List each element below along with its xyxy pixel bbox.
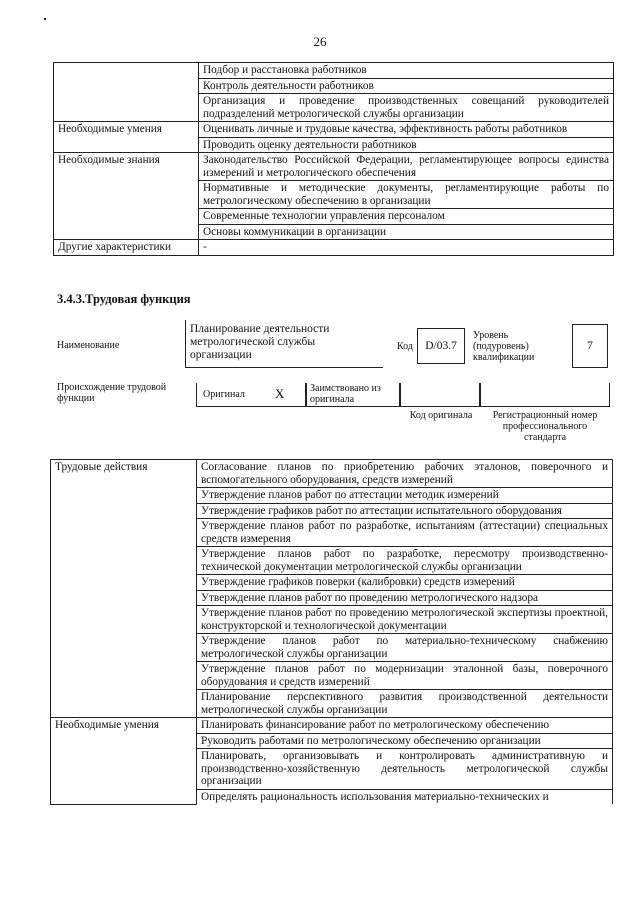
name-label: Наименование	[57, 340, 120, 351]
table-cell: Согласование планов по приобретению рабочих эталонов, поверочного и вспомогательного оборудования, средств измерений	[197, 460, 613, 488]
table-cell: Утверждение планов работ по разработке, пересмотру производственно-технической документации метрологической службы организации	[197, 547, 613, 575]
row-label: Необходимые умения	[54, 122, 199, 153]
level-label: Уровень (подуровень) квалификации	[473, 330, 535, 363]
table-cell: Планирование перспективного развития производственной деятельности метрологической службы организации	[197, 690, 613, 718]
table-cell: Утверждение планов работ по проведению метрологического надзора	[197, 590, 613, 606]
table-cell: Планировать, организовывать и контролировать административную и производственно-хозяйственную деятельность метрологической службы организации	[197, 749, 613, 790]
table-cell: Оценивать личные и трудовые качества, эффективность работы работников	[199, 122, 614, 138]
borrowed-box	[306, 383, 400, 407]
original-label: Оригинал	[203, 389, 245, 400]
function-name-value: Планирование деятельности метрологической службы организации	[190, 323, 330, 361]
table-cell: Планировать финансирование работ по метрологическому обеспечению	[197, 718, 613, 734]
row-label: Необходимые знания	[54, 153, 199, 240]
table-cell: Утверждение планов работ по проведению метрологической экспертизы проектной, конструкторской и технологической документации	[197, 606, 613, 634]
section-title: 3.4.3.Трудовая функция	[57, 292, 191, 306]
table-cell: Основы коммуникации в организации	[199, 224, 614, 240]
table-cell: Утверждение планов работ по модернизации эталонной базы, поверочного оборудования и средств измерений	[197, 662, 613, 690]
original-mark: X	[275, 386, 285, 401]
table-cell: Проводить оценку деятельности работников	[199, 137, 614, 153]
page-number: 26	[313, 34, 327, 49]
table-cell: Утверждение планов работ по материально-техническому снабжению метрологической службы организации	[197, 634, 613, 662]
level-value: 7	[587, 339, 593, 352]
table-cell: Нормативные и методические документы, регламентирующие работы по метрологическому обеспечению в организации	[199, 181, 614, 209]
row-label: Необходимые умения	[51, 718, 197, 805]
table-row	[54, 122, 614, 138]
scan-speck	[44, 18, 46, 20]
row-label	[54, 63, 199, 122]
origin-label: Происхождение трудовой функции	[57, 382, 167, 404]
code-label: Код	[397, 341, 413, 352]
table-cell: Утверждение графиков работ по аттестации испытательного оборудования	[197, 503, 613, 519]
row-label: Трудовые действия	[51, 460, 197, 718]
table-cell: Подбор и расстановка работников	[199, 63, 614, 79]
code-value: D/03.7	[425, 339, 457, 352]
table-cell: Организация и проведение производственных совещаний руководителей подразделений метрологической службы организации	[199, 94, 614, 122]
table-row	[54, 63, 614, 79]
table-cell: -	[199, 240, 614, 256]
table-row	[54, 240, 614, 256]
original-box	[196, 383, 306, 407]
row-label: Другие характеристики	[54, 240, 199, 256]
code-original-label: Код оригинала	[409, 410, 473, 421]
top-requirements-table	[53, 62, 614, 256]
table-row	[51, 460, 613, 488]
table-cell: Утверждение графиков поверки (калибровки) средств измерений	[197, 575, 613, 591]
level-box	[572, 324, 608, 368]
table-row	[54, 153, 614, 181]
table-cell: Законодательство Российской Федерации, регламентирующее вопросы единства измерений и метрологического обеспечения	[199, 153, 614, 181]
reg-number-box	[480, 383, 610, 407]
labor-actions-table	[50, 459, 613, 805]
function-name-box	[185, 320, 383, 368]
table-row	[51, 718, 613, 734]
code-original-box	[400, 383, 480, 407]
borrowed-label: Заимствовано из оригинала	[310, 383, 381, 405]
table-cell: Утверждение планов работ по аттестации методик измерений	[197, 488, 613, 504]
code-box	[417, 328, 465, 364]
table-cell: Контроль деятельности работников	[199, 78, 614, 94]
table-cell: Определять рациональность использования материально-технических и	[197, 789, 613, 804]
table-cell: Руководить работами по метрологическому обеспечению организации	[197, 733, 613, 749]
reg-number-label: Регистрационный номер профессионального стандарта	[492, 410, 598, 443]
table-cell: Современные технологии управления персоналом	[199, 209, 614, 225]
table-cell: Утверждение планов работ по разработке, испытаниям (аттестации) специальных средств измерения	[197, 519, 613, 547]
